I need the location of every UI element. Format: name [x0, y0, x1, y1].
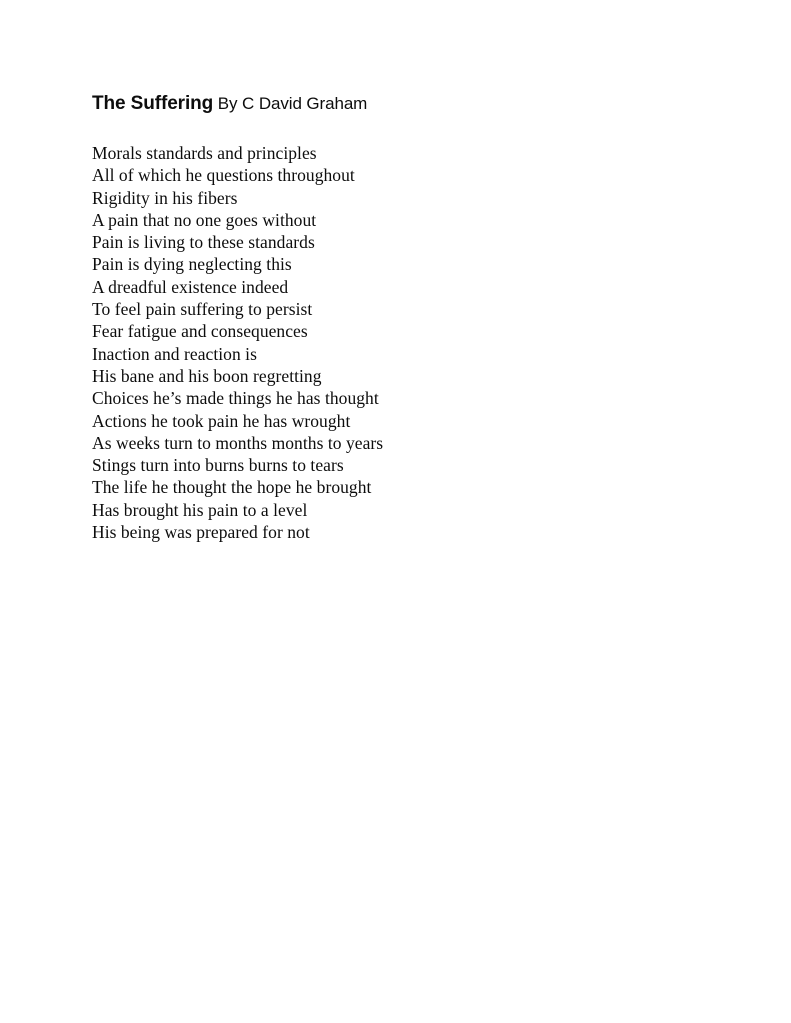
poem-line: To feel pain suffering to persist — [92, 299, 313, 320]
poem-line: As weeks turn to months months to years — [92, 432, 384, 453]
poem-line: A dreadful existence indeed — [92, 276, 289, 297]
poem-line: Inaction and reaction is — [92, 343, 257, 364]
poem-body — [92, 142, 712, 543]
poem-line: The life he thought the hope he brought — [92, 477, 372, 498]
poem-title: The Suffering — [92, 93, 214, 114]
poem-line: Pain is living to these standards — [92, 232, 315, 253]
poem-author: By C David Graham — [217, 94, 368, 113]
poem-line: Morals standards and principles — [92, 143, 317, 163]
poem-line: Stings turn into burns burns to tears — [92, 455, 344, 476]
poem-line: Has brought his pain to a level — [92, 499, 308, 520]
poem-line: Fear fatigue and consequences — [92, 321, 308, 342]
poem-heading — [92, 92, 712, 116]
poem-line: Choices he’s made things he has thought — [92, 388, 379, 409]
poem-line: Actions he took pain he has wrought — [92, 410, 351, 431]
poem-line: All of which he questions throughout — [92, 165, 355, 186]
poem-line: His bane and his boon regretting — [92, 365, 322, 386]
poem-line: Pain is dying neglecting this — [92, 254, 292, 275]
poem-line: A pain that no one goes without — [92, 209, 317, 230]
poem-line: His being was prepared for not — [92, 522, 310, 543]
poem-line: Rigidity in his fibers — [92, 187, 238, 208]
poem-block — [92, 92, 712, 543]
